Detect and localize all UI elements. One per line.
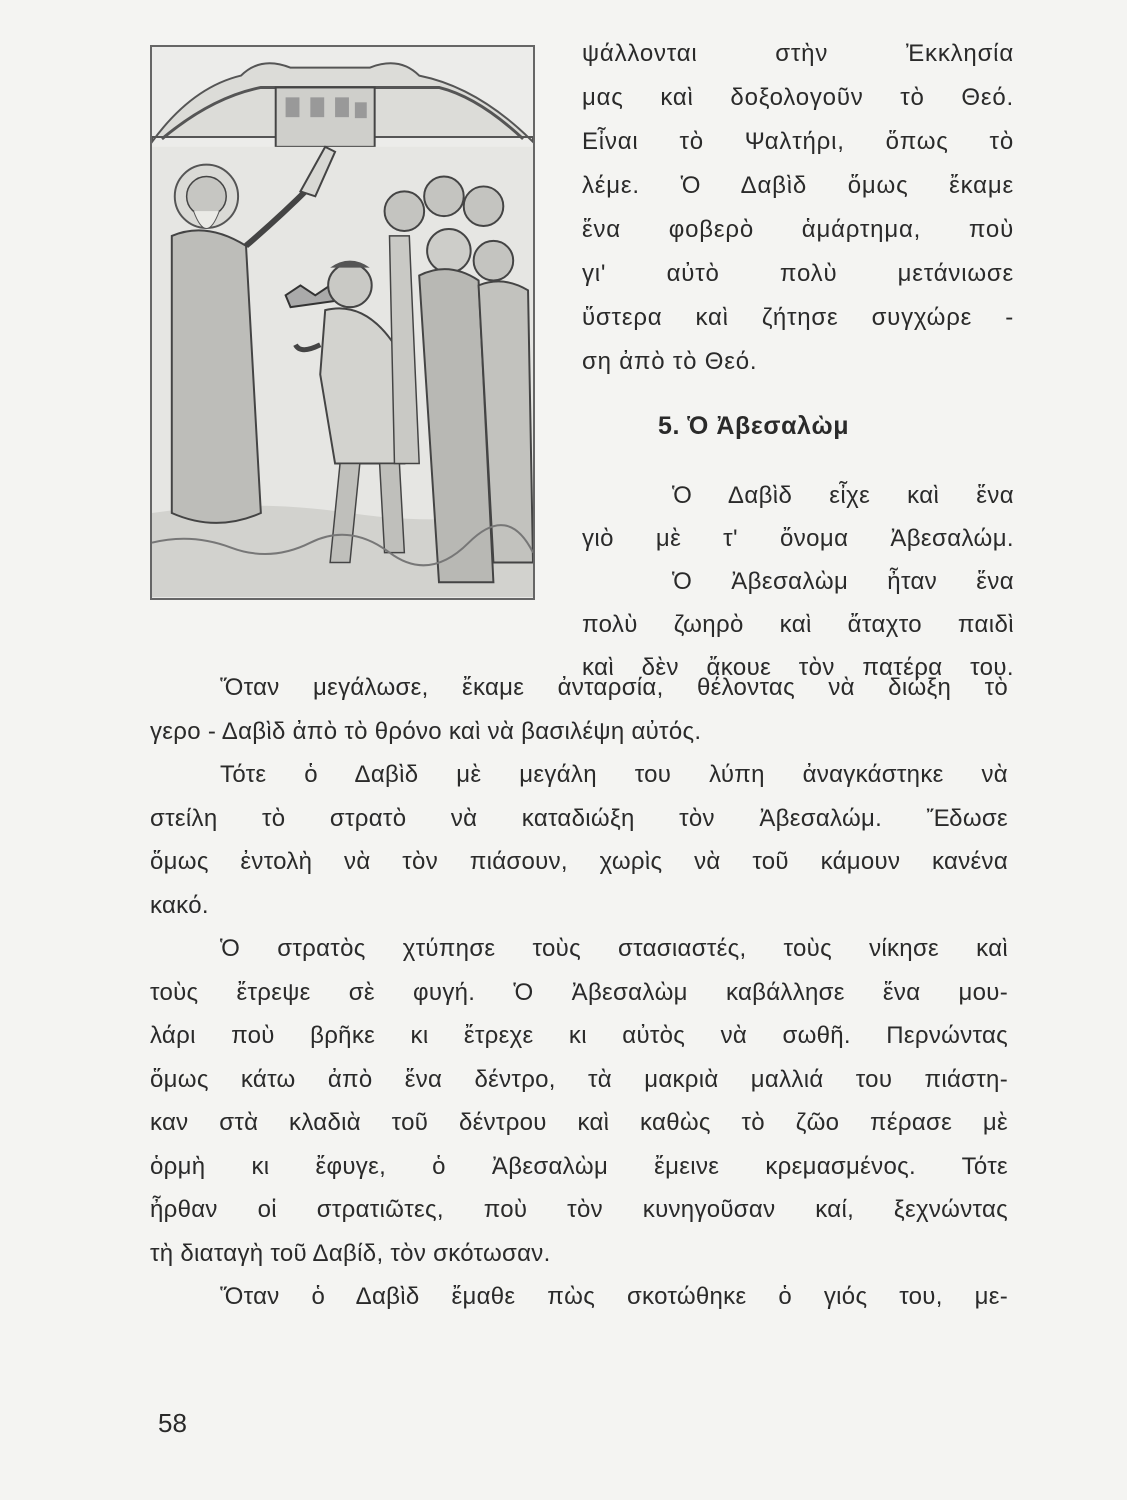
- text-line: ὁρμὴ κι ἔφυγε, ὁ Ἀβεσαλὼμ ἔμεινε κρεμασμένος. Τότε: [150, 1152, 1008, 1180]
- text-line: στείλη τὸ στρατὸ νὰ καταδιώξη τὸν Ἀβεσαλώμ. Ἔδωσε: [150, 804, 1008, 832]
- text-line: κακό.: [150, 891, 209, 919]
- text-line: λάρι ποὺ βρῆκε κι ἔτρεχε κι αὐτὸς νὰ σωθῆ. Περνώντας: [150, 1022, 1008, 1049]
- text-line: Ὅταν ὁ Δαβὶδ ἔμαθε πὼς σκοτώθηκε ὁ γιός του, με-: [220, 1283, 1008, 1310]
- text-line: γι' αὐτὸ πολὺ μετάνιωσε: [582, 260, 1014, 287]
- text-line: τοὺς ἔτρεψε σὲ φυγή. Ὁ Ἀβεσαλὼμ καβάλλησε ἕνα μου-: [150, 978, 1008, 1006]
- text-line: Τότε ὁ Δαβὶδ μὲ μεγάλη του λύπη ἀναγκάστηκε νὰ: [220, 761, 1008, 788]
- text-line: ἦρθαν οἱ στρατιῶτες, ποὺ τὸν κυνηγοῦσαν καί, ξεχνώντας: [150, 1196, 1008, 1223]
- text-line: ἕνα φοβερὸ ἁμάρτημα, ποὺ: [582, 216, 1014, 243]
- text-line: λέμε. Ὁ Δαβὶδ ὅμως ἔκαμε: [582, 172, 1014, 199]
- top-paragraph: [582, 32, 1014, 384]
- text-line: καν στὰ κλαδιὰ τοῦ δέντρου καὶ καθὼς τὸ ζῶο πέρασε μὲ: [150, 1109, 1008, 1136]
- text-line: γερο - Δαβὶδ ἀπὸ τὸ θρόνο καὶ νὰ βασιλέψη αὐτός.: [150, 717, 702, 745]
- text-line: πολὺ ζωηρὸ καὶ ἄταχτο παιδὶ: [582, 611, 1014, 638]
- section-heading: 5. Ὁ Ἀβεσαλὼμ: [658, 412, 850, 440]
- text-line: Εἶναι τὸ Ψαλτήρι, ὅπως τὸ: [582, 128, 1014, 155]
- text-line: γιὸ μὲ τ' ὄνομα Ἀβεσαλώμ.: [582, 525, 1014, 552]
- text-line: ὕστερα καὶ ζήτησε συγχώρε -: [582, 304, 1014, 331]
- text-line: Ὁ Δαβὶδ εἶχε καὶ ἕνα: [672, 482, 1014, 509]
- text-line: ὅμως κάτω ἀπὸ ἕνα δέντρο, τὰ μακριὰ μαλλιά του πιάστη-: [150, 1065, 1008, 1093]
- text-line: τὴ διαταγὴ τοῦ Δαβίδ, τὸν σκότωσαν.: [150, 1239, 551, 1267]
- text-line: ση ἀπὸ τὸ Θεό.: [582, 348, 758, 375]
- text-line: μας καὶ δοξολογοῦν τὸ Θεό.: [582, 84, 1014, 111]
- page-number: 58: [158, 1408, 187, 1438]
- text-line: ψάλλονται στὴν Ἐκκλησία: [582, 40, 1014, 67]
- body-paragraphs: [150, 666, 1008, 1319]
- text-line: Ὁ Ἀβεσαλὼμ ἦταν ἕνα: [672, 568, 1014, 595]
- text-line: ὅμως ἐντολὴ νὰ τὸν πιάσουν, χωρὶς νὰ τοῦ κάμουν κανένα: [150, 848, 1008, 875]
- text-line: Ὅταν μεγάλωσε, ἔκαμε ἀνταρσία, θέλοντας νὰ διώξη τὸ: [220, 674, 1008, 701]
- side-paragraph: [582, 474, 1014, 689]
- text-line: Ὁ στρατὸς χτύπησε τοὺς στασιαστές, τοὺς νίκησε καὶ: [220, 935, 1008, 962]
- anointing-illustration: [150, 45, 535, 600]
- text-line: καὶ δὲν ἄκουε τὸν πατέρα του.: [582, 654, 1014, 681]
